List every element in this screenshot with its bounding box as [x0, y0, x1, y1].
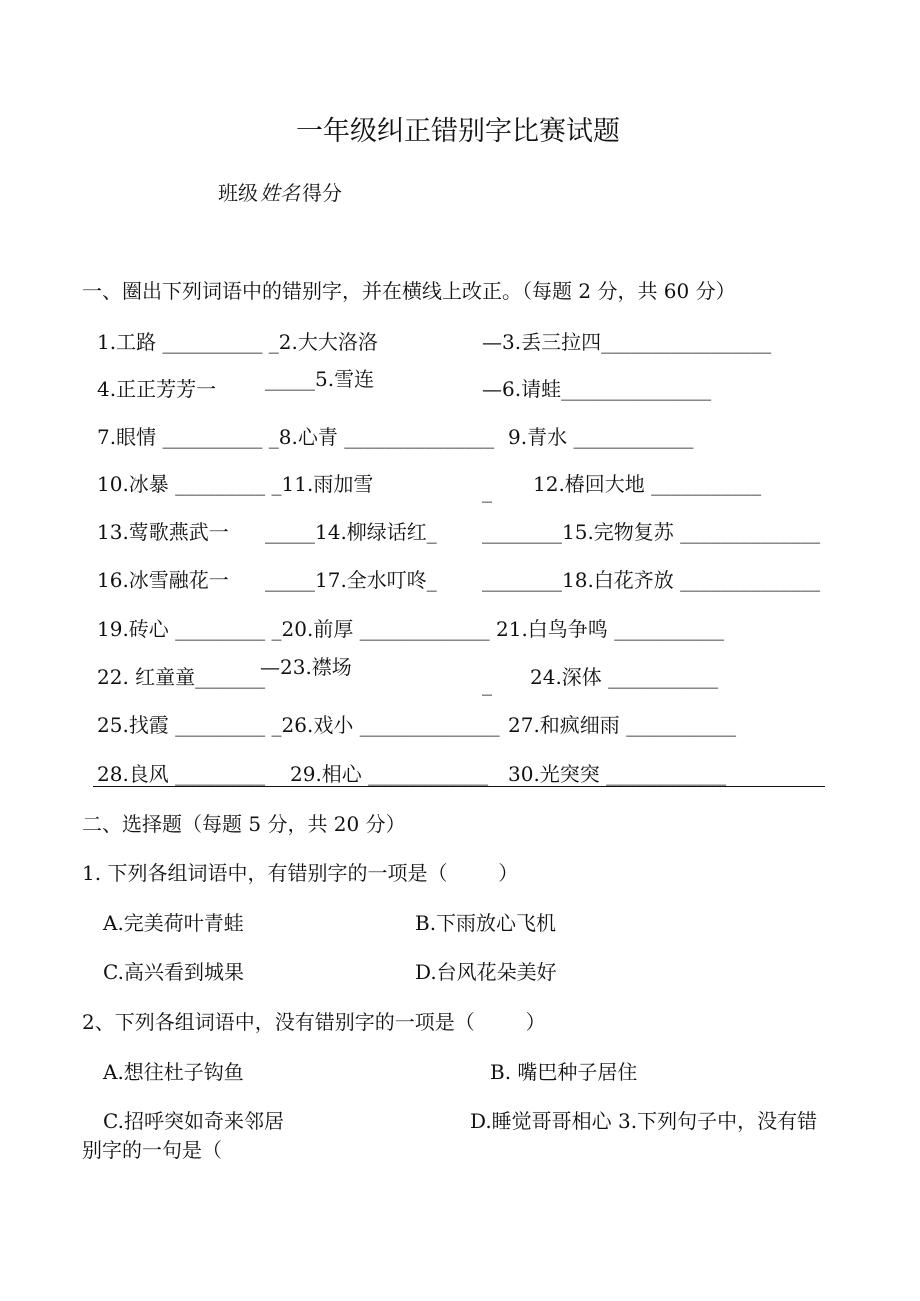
section-divider [93, 786, 825, 787]
score-label: 得分 [302, 181, 342, 205]
question-item: _____5.雪连 [265, 367, 375, 391]
question-item: 22. 红童童_______ [97, 665, 266, 689]
question-item: _ [482, 479, 492, 503]
question-item: 13.莺歌燕武一 [97, 520, 229, 544]
question-item: 27.和疯细雨 ___________ [508, 713, 737, 737]
option-c: C.招呼突如奇来邻居 [103, 1109, 284, 1133]
page-title: 一年级纠正错别字比赛试题 [296, 116, 620, 147]
question-item: 9.青水 ____________ [508, 425, 694, 449]
question-item: 7.眼情 __________ _8.心青 _______________ [97, 425, 495, 449]
question-item: 19.砖心 _________ _20.前厚 _____________ [97, 617, 490, 641]
option-d: D.睡觉哥哥相心 3.下列句子中，没有错 [470, 1109, 818, 1133]
option-c: C.高兴看到城果 [103, 960, 244, 984]
option-d: D.台风花朵美好 [415, 960, 557, 984]
question-item: ________18.白花齐放 ______________ [482, 568, 821, 592]
question-item: —23.襟场 [260, 655, 352, 679]
question-item: 30.光突突 ____________ [508, 762, 727, 786]
option-b: B.下雨放心飞机 [415, 911, 557, 935]
question-item: 21.白鸟争鸣 ___________ [496, 617, 725, 641]
question-item: _____17.全水叮咚_ [265, 568, 437, 592]
question-item: _ [482, 672, 492, 696]
question-item: —3.丢三拉四_________________ [482, 330, 772, 354]
question-item: 4.正正芳芳一 [97, 377, 217, 401]
question-item: 28.良风 _________ [97, 762, 266, 786]
question-item: 29.相心 ____________ [290, 762, 489, 786]
name-label: 姓名 [260, 181, 300, 205]
question-item: 16.冰雪融花一 [97, 568, 229, 592]
option-a: A.完美荷叶青蛙 [103, 911, 244, 935]
question-item: 10.冰暴 _________ _11.雨加雪 [97, 472, 374, 496]
question-item: —6.请蛙_______________ [482, 377, 712, 401]
question-item: 25.找霞 _________ _26.戏小 ______________ [97, 713, 500, 737]
class-label: 班级 [218, 181, 258, 205]
question-stem: 别字的一句是（ [82, 1138, 222, 1162]
question-stem: 2、下列各组词语中，没有错别字的一项是（ ） [82, 1010, 546, 1034]
question-item: ________15.完物复苏 ______________ [482, 520, 821, 544]
question-item: 24.深体 ___________ [530, 665, 719, 689]
question-item: 12.椿回大地 ___________ [533, 472, 762, 496]
option-a: A.想往杜子钩鱼 [103, 1060, 244, 1084]
question-item: _____14.柳绿话红_ [265, 520, 437, 544]
question-item: 1.工路 __________ _2.大大洛洛 [97, 330, 378, 354]
question-stem: 1. 下列各组词语中，有错别字的一项是（ ） [82, 861, 519, 885]
option-b: B. 嘴巴种子居住 [490, 1060, 638, 1084]
section-1-heading: 一、圈出下列词语中的错别字，并在横线上改正。（每题 2 分，共 60 分） [82, 279, 736, 303]
section-2-heading: 二、选择题（每题 5 分，共 20 分） [82, 812, 406, 836]
